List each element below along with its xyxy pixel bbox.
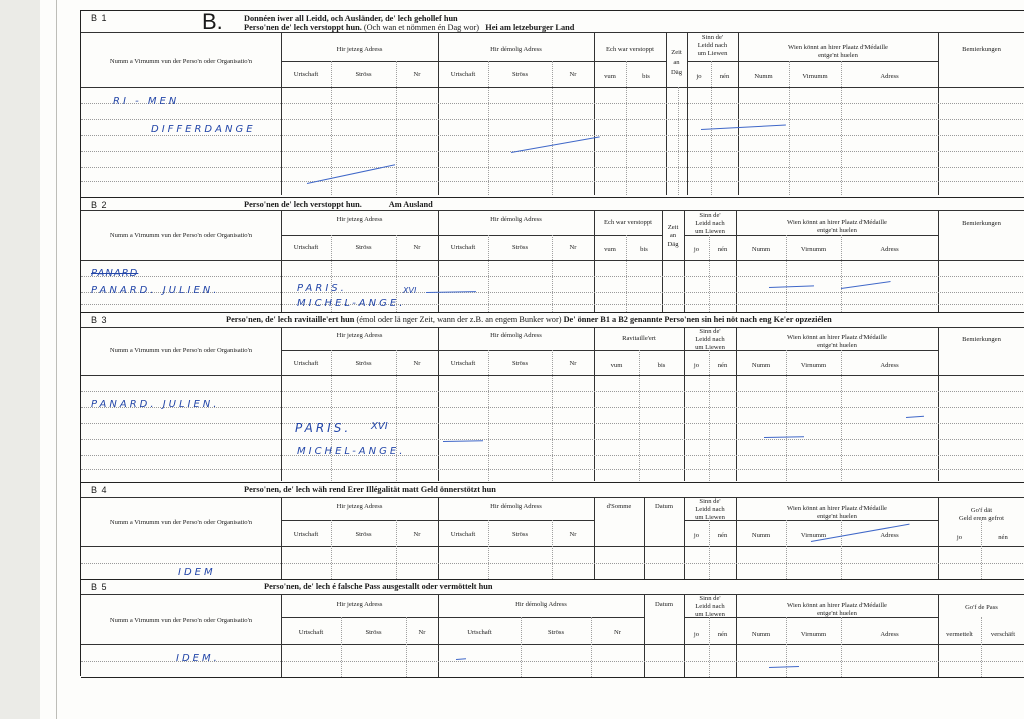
col-hidden: Ech war verstoppt [606,46,654,53]
col-name-header: Numm a Virnumm vun der Perso'n oder Organisatio'n [109,58,253,65]
sub-nr: Nr [569,531,577,538]
col-time-2: an [673,59,680,66]
col-money-2: Geld erem gefrot [958,515,1005,522]
col-alive-3: um Liewen [695,344,725,351]
handwritten-arr: XVI [371,421,388,432]
sub-street: Ströss [511,71,529,78]
sub-surname: Numm [751,246,771,253]
sub-no: nén [717,631,728,638]
title-note: (émol oder lä nger Zeit, wann der z.B. an engem Bunker wor) [356,315,562,324]
col-alive-3: um Liewen [695,514,725,521]
col-alive-2: Leidd nach [695,220,725,227]
sub-from: vum [610,362,623,369]
section-title: Perso'nen, de' lech wäh rend Erer Illégalität matt Geld önnerstötzt hun [244,485,496,494]
sub-street: Ströss [355,71,372,78]
section-title [226,315,832,324]
col-former-address: Hir démolig Adress [515,601,567,608]
section-b4 [81,482,1024,579]
sub-address: Adress [880,73,899,80]
sub-street: Ströss [365,629,382,636]
sub-yes: jo [693,362,700,369]
handwritten-arr: XVI [403,286,417,295]
col-remarks: Bemierkungen [962,46,1001,53]
handwritten-city: PARIS. [297,283,347,294]
sub-nr: Nr [413,360,421,367]
sub-street: Ströss [511,360,529,367]
sub-city: Urtschaft [293,360,319,367]
sub-yes: jo [693,532,700,539]
col-alive-3: um Liewen [697,50,728,57]
handwritten-street: MICHEL-ANGE. [297,298,406,309]
handwritten-name: PANARD. JULIEN. [91,399,220,410]
col-remarks: Bemierkungen [962,336,1001,343]
section-b2 [81,197,1024,312]
sub-city: Urtschaft [298,629,324,636]
col-medal-2: entge'nt huelen [817,610,857,617]
col-money-1: Go'f dät [970,507,993,514]
handwritten-street: MICHEL-ANGE. [297,446,406,457]
section-b3 [81,312,1024,481]
sub-firstname: Virnumm [800,631,827,638]
section-title-line2 [244,23,574,32]
sub-firstname: Virnumm [800,246,827,253]
sub-given: verschäft [990,631,1016,638]
col-date: Datum [655,503,673,510]
sub-nr: Nr [413,71,421,78]
handwritten-name: RI - MEN [113,96,180,107]
sub-firstname: Virnumm [800,362,827,369]
sub-street: Ströss [547,629,565,636]
col-alive-2: Leidd nach [695,603,725,610]
handwritten-name: PANARD. JULIEN. [91,285,220,296]
sub-yes: jo [956,534,963,541]
binding-line [56,0,57,719]
sub-city: Urtschaft [450,71,476,78]
sub-nr: Nr [418,629,426,636]
col-time-3: Däg [671,69,682,76]
col-name-header: Numm a Virnumm vun der Perso'n oder Organisatio'n [109,232,253,239]
sub-nr: Nr [614,629,621,636]
col-medal-2: entge'nt huelen [817,342,857,349]
sub-firstname: Virnumm [800,532,827,539]
col-alive-1: Sinn de' [701,34,724,41]
col-former-address: Hir démolig Adress [490,332,542,339]
sub-street: Ströss [511,531,529,538]
col-medal-2: entge'nt huelen [818,52,858,59]
sub-from: vum [604,73,616,80]
col-alive-1: Sinn de' [699,498,721,505]
sub-no: nén [998,534,1008,541]
col-former-address: Hir démolig Adress [490,503,542,510]
sub-to: bis [657,362,666,369]
col-alive-2: Leidd nach [697,42,728,49]
sub-address: Adress [880,362,899,369]
sub-city: Urtschaft [293,71,319,78]
sub-no: nén [717,246,728,253]
title-place: Hei am letzeburger Land [485,23,575,32]
col-time-1: Zeit [667,224,679,231]
col-date: Datum [655,601,673,608]
col-medal-2: entge'nt huelen [817,227,857,234]
col-pass: Go'f de Pass [965,604,998,611]
col-alive-2: Leidd nach [695,506,725,513]
title-tail: De' önner B1 a B2 genannte Perso'nen sin hei nöt nach eng Ke'er opzeziélen [563,315,832,324]
sub-yes: jo [696,73,702,80]
sub-no: nén [717,532,728,539]
sub-nr: Nr [413,244,421,251]
section-b5 [81,579,1024,678]
col-name-header: Numm a Virnumm vun der Perso'n oder Organisatio'n [109,617,253,624]
sub-city: Urtschaft [450,360,476,367]
sub-no: nén [719,73,730,80]
sub-nr: Nr [569,360,577,367]
title-note: (Och wan et nömmen én Dag wor) [363,23,480,32]
col-former-address: Hir démolig Adress [490,216,542,223]
col-hidden: Ech war verstoppt [604,219,652,226]
col-alive-1: Sinn de' [699,595,721,602]
col-current-address: Hir jetzeg Adress [336,332,383,339]
handwritten-idem: IDEM. [176,653,220,664]
section-b1 [81,10,1024,195]
section-id: B 3 [91,315,108,325]
col-current-address: Hir jetzeg Adress [336,601,383,608]
sub-firstname: Virnumm [802,73,828,80]
col-alive-1: Sinn de' [699,328,721,335]
col-alive-3: um Liewen [695,228,725,235]
col-medal-1: Wien könnt an hirer Plaatz d'Médaille [787,505,887,512]
col-current-address: Hir jetzeg Adress [336,216,383,223]
handwritten-struck: PANARD [91,268,139,279]
sub-surname: Numm [751,362,771,369]
title-place: Am Ausland [388,200,433,209]
col-ravitaille: Ravitaille'ert [622,335,656,342]
sub-address: Adress [880,532,899,539]
sub-street: Ströss [355,244,372,251]
sub-nr: Nr [569,244,577,251]
col-name-header: Numm a Virnumm vun der Perso'n oder Organisatio'n [109,519,253,526]
sub-city: Urtschaft [467,629,492,636]
col-time-1: Zeit [671,49,682,56]
col-medal-1: Wien könnt an hirer Plaatz d'Médaille [788,44,888,51]
title-text: Perso'nen de' lech verstoppt hun. [244,200,362,209]
sub-from: vum [604,246,616,253]
col-former-address: Hir démolig Adress [490,46,542,53]
section-id: B 2 [91,200,108,210]
col-alive-1: Sinn de' [699,212,721,219]
section-title: Perso'nen, de' lech é falsche Pass ausgestallt oder vermöttelt hun [264,582,493,591]
resistance-form-page [80,10,1024,676]
handwritten-town: DIFFERDANGE [151,124,256,135]
col-current-address: Hir jetzeg Adress [336,46,383,53]
sub-to: bis [642,73,650,80]
col-medal-1: Wien könnt an hirer Plaatz d'Médaille [787,334,887,341]
sub-street: Ströss [355,531,372,538]
sub-no: nén [717,362,728,369]
col-medal-1: Wien könnt an hirer Plaatz d'Médaille [787,219,887,226]
col-remarks: Bemierkungen [962,220,1001,227]
sub-surname: Numm [754,73,773,80]
section-id: B 4 [91,485,108,495]
scan-left-margin [0,0,40,719]
section-title-line1: Donnéen iwer all Leidd, och Ausländer, de' lech gehollef hun [244,14,458,23]
section-id: B 5 [91,582,108,592]
sub-city: Urtschaft [293,244,319,251]
col-name-header: Numm a Virnumm vun der Perso'n oder Organisatio'n [109,347,253,354]
title-text: Perso'nen, de' lech ravitaille'ert hun [226,315,355,324]
sub-yes: jo [693,246,700,253]
sub-surname: Numm [751,631,771,638]
sub-nr: Nr [413,531,421,538]
col-medal-1: Wien könnt an hirer Plaatz d'Médaille [787,602,887,609]
sub-street: Ströss [355,360,372,367]
sub-address: Adress [880,631,899,638]
sub-to: bis [640,246,648,253]
col-alive-2: Leidd nach [695,336,725,343]
sub-city: Urtschaft [450,244,476,251]
title-text: Perso'nen de' lech verstoppt hun. [244,23,362,32]
sub-nr: Nr [569,71,577,78]
col-sum: d'Somme [606,503,632,510]
col-medal-2: entge'nt huelen [817,513,857,520]
handwritten-idem: IDEM [178,567,216,578]
handwritten-city: PARIS. [295,421,352,435]
section-title [244,200,433,209]
col-alive-3: um Liewen [695,611,725,618]
sub-address: Adress [880,246,899,253]
section-id: B 1 [91,13,108,23]
sub-street: Ströss [511,244,529,251]
sub-city: Urtschaft [293,531,319,538]
sub-surname: Numm [751,532,771,539]
col-time-2: an [669,232,677,239]
section-letter: B. [202,9,223,34]
col-time-3: Däg [667,241,679,248]
sub-issued: vermettelt [946,631,973,638]
sub-city: Urtschaft [450,531,476,538]
col-current-address: Hir jetzeg Adress [336,503,383,510]
sub-yes: jo [693,631,700,638]
